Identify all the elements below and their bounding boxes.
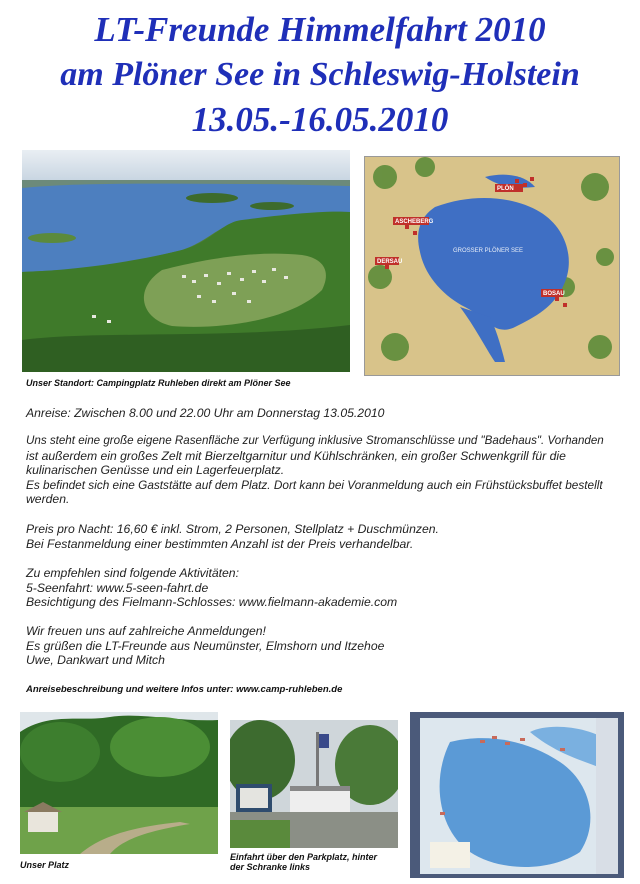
map-label-dersau: DERSAU [377, 259, 403, 265]
map-label-ascheberg: ASCHEBERG [395, 219, 434, 225]
map-label-ploen: PLÖN [497, 186, 514, 192]
description-line-4: Es befindet sich eine Gaststätte auf dem Platz. Dort kann bei Voranmeldung auch ein Frühstücksbuffet bestellt [26, 477, 603, 492]
description-line-2: ist außerdem ein großes Zelt mit Bierzeltgarnitur und Kühlschränken, ein großer Schwenkgrill für die [26, 448, 566, 463]
anreise-line: Anreise: Zwischen 8.00 und 22.00 Uhr am Donnerstag 13.05.2010 [26, 406, 385, 420]
aerial-photo-campsite [22, 150, 350, 372]
map-label-bosau: BOSAU [543, 291, 565, 297]
activities-line-2: 5-Seenfahrt: www.5-seen-fahrt.de [26, 580, 209, 595]
text-greeting [26, 624, 616, 668]
photo-unser-platz [20, 712, 218, 854]
event-date: 13.05.-16.05.2010 [191, 100, 449, 139]
greeting-line-2: Es grüßen die LT-Freunde aus Neumünster, Elmshorn und Itzehoe [26, 638, 385, 653]
caption-einfahrt [230, 852, 377, 872]
activities-line-1: Zu empfehlen sind folgende Aktivitäten: [26, 566, 239, 580]
greeting-line-3: Uwe, Dankwart und Mitch [26, 653, 165, 667]
caption-unser-platz: Unser Platz [20, 860, 70, 870]
photo-einfahrt [230, 720, 398, 848]
info-link-note: Anreisebeschreibung und weitere Infos unter: www.camp-ruhleben.de [26, 684, 343, 695]
caption-standort: Unser Standort: Campingplatz Ruhleben direkt am Plöner See [26, 378, 291, 388]
description-line-3: kulinarischen Genüsse und ein Lagerfeuerplatz. [26, 463, 285, 477]
text-description [26, 434, 616, 507]
text-anreise [26, 406, 616, 421]
activities-line-3: Besichtigung des Fielmann-Schlosses: www.fielmann-akademie.com [26, 595, 398, 609]
text-price [26, 522, 616, 551]
description-line-5: werden. [26, 492, 70, 506]
page-title-line-1: LT-Freunde Himmelfahrt 2010 [94, 10, 546, 49]
page-title-line-2: am Plöner See in Schleswig-Holstein [60, 56, 580, 93]
price-line-1: Preis pro Nacht: 16,60 € inkl. Strom, 2 Personen, Stellplatz + Duschmünzen. [26, 522, 439, 536]
photo-wall-map [410, 712, 624, 878]
greeting-line-1: Wir freuen uns auf zahlreiche Anmeldungen! [26, 624, 266, 638]
description-line-1: Uns steht eine große eigene Rasenfläche zur Verfügung inklusive Stromanschlüsse und "Badehaus". Vorhanden [26, 434, 604, 447]
price-line-2: Bei Festanmeldung einer bestimmten Anzahl ist der Preis verhandelbar. [26, 536, 414, 551]
caption-einfahrt-line-1: Einfahrt über den Parkplatz, hinter [230, 852, 378, 862]
caption-einfahrt-line-2: der Schranke links [230, 862, 311, 872]
lake-map [364, 156, 620, 376]
text-activities [26, 566, 616, 610]
map-label-lake: GROSSER PLÖNER SEE [453, 248, 524, 254]
